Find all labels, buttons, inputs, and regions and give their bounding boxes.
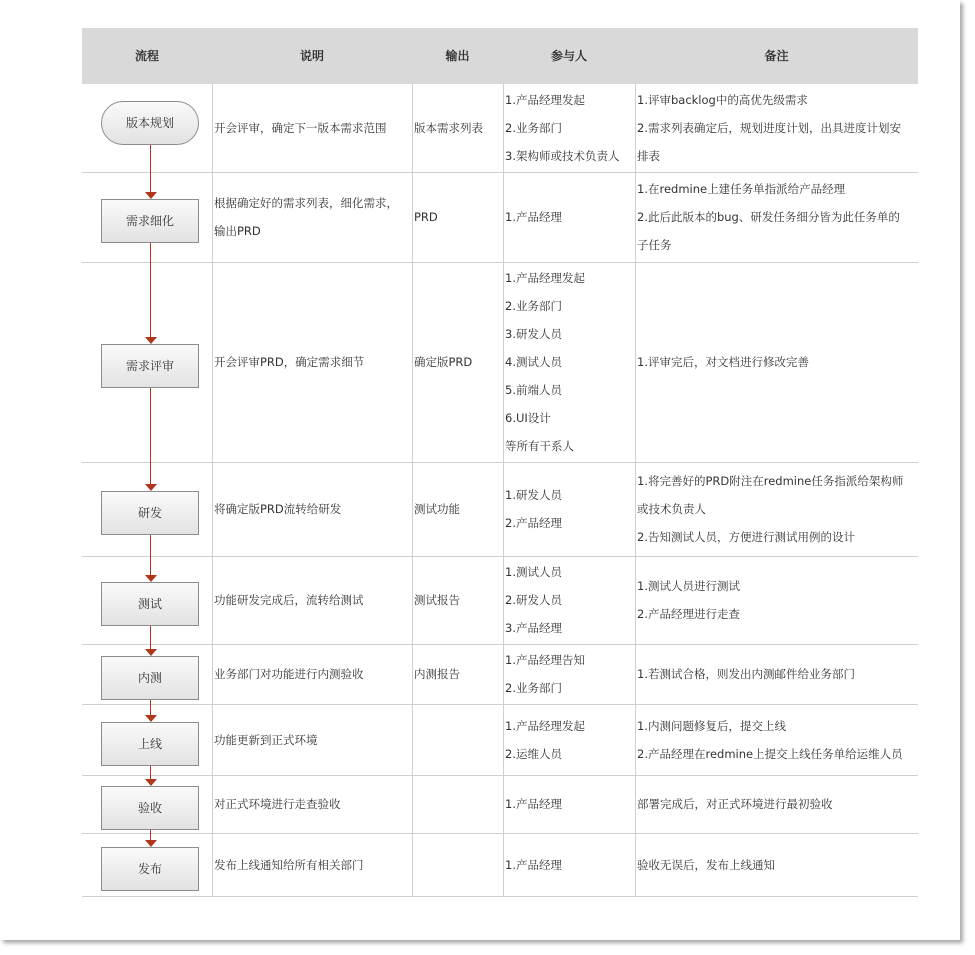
notes-line: 2.需求列表确定后，规划进度计划，出具进度计划安 bbox=[637, 121, 901, 135]
table-row bbox=[82, 704, 918, 776]
participants-cell bbox=[503, 790, 635, 818]
notes-cell bbox=[635, 467, 918, 551]
participants-line: 2.业务部门 bbox=[505, 121, 562, 135]
notes-line: 部署完成后，对正式环境进行最初验收 bbox=[637, 797, 833, 811]
header-description: 说明 bbox=[299, 49, 324, 63]
arrow-down-icon bbox=[145, 337, 157, 344]
table-row bbox=[82, 775, 918, 834]
flow-step-4: 研发 bbox=[101, 491, 199, 535]
notes-line: 或技术负责人 bbox=[637, 502, 706, 516]
flow-connector bbox=[150, 535, 151, 575]
notes-line: 子任务 bbox=[637, 238, 672, 252]
notes-line: 2.产品经理进行走查 bbox=[637, 607, 740, 621]
header-output: 输出 bbox=[445, 49, 470, 63]
notes-line: 2.此后此版本的bug、研发任务细分皆为此任务单的 bbox=[637, 210, 900, 224]
desc-cell bbox=[212, 495, 412, 523]
header-notes: 备注 bbox=[764, 49, 789, 63]
notes-cell bbox=[635, 572, 918, 628]
output-cell: 版本需求列表 bbox=[414, 121, 483, 135]
flow-step-9: 发布 bbox=[101, 847, 199, 891]
flow-step-1: 版本规划 bbox=[101, 101, 199, 145]
output-cell: 确定版PRD bbox=[414, 355, 473, 369]
desc-line: 对正式环境进行走查验收 bbox=[214, 797, 341, 811]
notes-cell bbox=[635, 175, 918, 259]
participants-line: 6.UI设计 bbox=[505, 411, 551, 425]
table-row bbox=[82, 262, 918, 463]
desc-line: 业务部门对功能进行内测验收 bbox=[214, 667, 364, 681]
flow-connector bbox=[150, 830, 151, 840]
participants-line: 3.产品经理 bbox=[505, 621, 562, 635]
table-row bbox=[82, 84, 918, 173]
participants-cell bbox=[503, 86, 635, 170]
participants-line: 2.业务部门 bbox=[505, 681, 562, 695]
notes-line: 排表 bbox=[637, 149, 660, 163]
participants-cell bbox=[503, 264, 635, 460]
arrow-down-icon bbox=[145, 779, 157, 786]
table-row bbox=[82, 462, 918, 557]
arrow-down-icon bbox=[145, 649, 157, 656]
arrow-down-icon bbox=[145, 715, 157, 722]
participants-line: 1.产品经理 bbox=[505, 858, 562, 872]
column-divider bbox=[412, 833, 413, 896]
desc-line: 功能研发完成后，流转给测试 bbox=[214, 593, 364, 607]
arrow-down-icon bbox=[145, 575, 157, 582]
notes-cell bbox=[635, 851, 918, 879]
notes-cell bbox=[635, 790, 918, 818]
participants-line: 1.研发人员 bbox=[505, 488, 562, 502]
flow-step-6: 内测 bbox=[101, 656, 199, 700]
notes-line: 验收无误后，发布上线通知 bbox=[637, 858, 775, 872]
flow-connector bbox=[150, 626, 151, 649]
notes-line: 1.将完善好的PRD附注在redmine任务指派给架构师 bbox=[637, 474, 904, 488]
participants-cell bbox=[503, 851, 635, 879]
desc-line: 开会评审PRD，确定需求细节 bbox=[214, 355, 365, 369]
output-cell: 内测报告 bbox=[414, 667, 460, 681]
output-cell: PRD bbox=[414, 210, 438, 224]
participants-cell bbox=[503, 712, 635, 768]
desc-line: 发布上线通知给所有相关部门 bbox=[214, 858, 364, 872]
desc-cell bbox=[212, 114, 412, 142]
table-row bbox=[82, 556, 918, 645]
desc-cell bbox=[212, 586, 412, 614]
flow-step-3: 需求评审 bbox=[101, 344, 199, 388]
notes-line: 1.评审backlog中的高优先级需求 bbox=[637, 93, 808, 107]
participants-cell bbox=[503, 203, 635, 231]
desc-line: 输出PRD bbox=[214, 224, 261, 238]
notes-cell bbox=[635, 348, 918, 376]
participants-line: 等所有干系人 bbox=[505, 439, 574, 453]
notes-line: 1.内测问题修复后，提交上线 bbox=[637, 719, 786, 733]
column-divider bbox=[412, 775, 413, 833]
desc-line: 功能更新到正式环境 bbox=[214, 733, 318, 747]
participants-line: 2.产品经理 bbox=[505, 516, 562, 530]
participants-line: 3.研发人员 bbox=[505, 327, 562, 341]
column-divider bbox=[412, 704, 413, 775]
notes-line: 2.告知测试人员，方便进行测试用例的设计 bbox=[637, 530, 855, 544]
participants-line: 2.研发人员 bbox=[505, 593, 562, 607]
arrow-down-icon bbox=[145, 840, 157, 847]
participants-line: 1.产品经理告知 bbox=[505, 653, 585, 667]
flow-connector bbox=[150, 145, 151, 192]
flow-connector bbox=[150, 766, 151, 779]
flow-step-7: 上线 bbox=[101, 722, 199, 766]
flow-step-2: 需求细化 bbox=[101, 199, 199, 243]
output-cell: 测试报告 bbox=[414, 593, 460, 607]
notes-cell bbox=[635, 86, 918, 170]
desc-cell bbox=[212, 348, 412, 376]
notes-line: 1.在redmine上建任务单指派给产品经理 bbox=[637, 182, 846, 196]
desc-cell bbox=[212, 189, 412, 245]
desc-cell bbox=[212, 726, 412, 754]
desc-line: 开会评审，确定下一版本需求范围 bbox=[214, 121, 387, 135]
desc-cell bbox=[212, 851, 412, 879]
participants-line: 2.运维人员 bbox=[505, 747, 562, 761]
participants-line: 1.测试人员 bbox=[505, 565, 562, 579]
participants-cell bbox=[503, 558, 635, 642]
participants-line: 4.测试人员 bbox=[505, 355, 562, 369]
participants-line: 1.产品经理发起 bbox=[505, 719, 585, 733]
notes-cell bbox=[635, 660, 918, 688]
participants-line: 1.产品经理发起 bbox=[505, 271, 585, 285]
header-flow: 流程 bbox=[134, 49, 159, 63]
table-header bbox=[82, 28, 918, 84]
flow-connector bbox=[150, 388, 151, 484]
flow-step-5: 测试 bbox=[101, 582, 199, 626]
participants-cell bbox=[503, 646, 635, 702]
output-cell: 测试功能 bbox=[414, 502, 460, 516]
notes-line: 2.产品经理在redmine上提交上线任务单给运维人员 bbox=[637, 747, 903, 761]
desc-cell bbox=[212, 790, 412, 818]
table-row bbox=[82, 644, 918, 705]
desc-line: 将确定版PRD流转给研发 bbox=[214, 502, 342, 516]
participants-line: 3.架构师或技术负责人 bbox=[505, 149, 620, 163]
desc-line: 根据确定好的需求列表，细化需求， bbox=[214, 196, 398, 210]
notes-line: 1.若测试合格，则发出内测邮件给业务部门 bbox=[637, 667, 855, 681]
flow-connector bbox=[150, 700, 151, 715]
participants-cell bbox=[503, 481, 635, 537]
flow-step-8: 验收 bbox=[101, 786, 199, 830]
desc-cell bbox=[212, 660, 412, 688]
participants-line: 5.前端人员 bbox=[505, 383, 562, 397]
flow-connector bbox=[150, 243, 151, 337]
participants-line: 1.产品经理发起 bbox=[505, 93, 585, 107]
table-row bbox=[82, 172, 918, 263]
header-participants: 参与人 bbox=[550, 49, 587, 63]
notes-cell bbox=[635, 712, 918, 768]
participants-line: 2.业务部门 bbox=[505, 299, 562, 313]
arrow-down-icon bbox=[145, 484, 157, 491]
table-row bbox=[82, 833, 918, 897]
participants-line: 1.产品经理 bbox=[505, 797, 562, 811]
arrow-down-icon bbox=[145, 192, 157, 199]
notes-line: 1.测试人员进行测试 bbox=[637, 579, 740, 593]
participants-line: 1.产品经理 bbox=[505, 210, 562, 224]
notes-line: 1.评审完后，对文档进行修改完善 bbox=[637, 355, 809, 369]
